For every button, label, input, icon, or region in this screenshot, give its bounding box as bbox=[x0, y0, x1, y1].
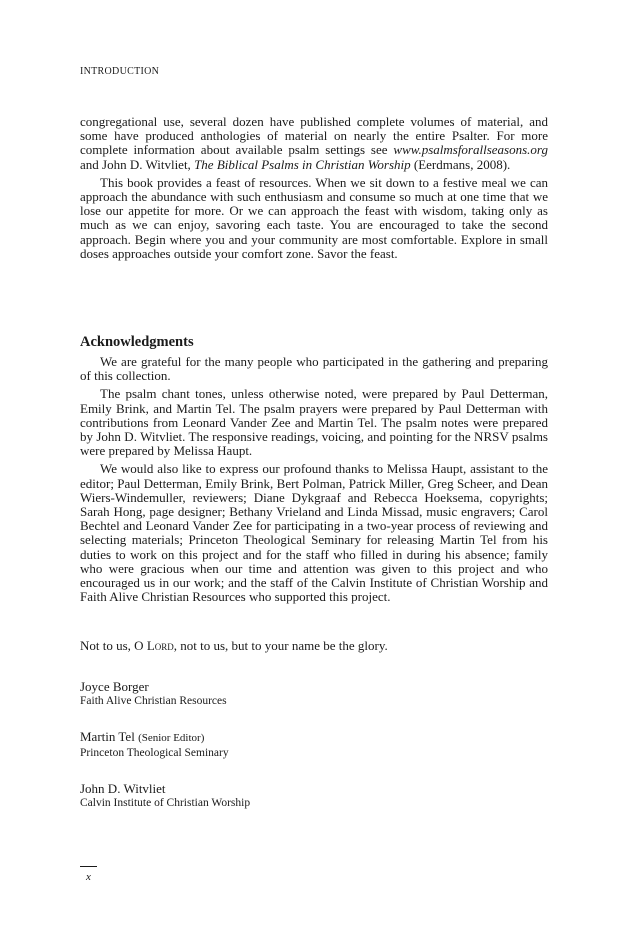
signature-name: John D. Witvliet bbox=[80, 781, 166, 796]
signature-name-text: Martin Tel bbox=[80, 729, 135, 744]
acknowledgments-section bbox=[80, 355, 548, 604]
signature-org: Princeton Theological Seminary bbox=[80, 747, 229, 759]
intro-paragraph-1 bbox=[80, 115, 548, 172]
intro-p1-text: congregational use, several dozen have published complete volumes of material, and some have produced anthologies of material on nearly the entire Psalter. For more complete information about available psalm settings see bbox=[80, 114, 548, 158]
signature-borger bbox=[80, 679, 227, 708]
footer-rule bbox=[80, 866, 97, 867]
intro-p1-end: (Eerdmans, 2008). bbox=[410, 156, 511, 172]
motto-lord: Lord bbox=[146, 638, 174, 653]
dedication-line bbox=[80, 638, 388, 654]
signature-org: Calvin Institute of Christian Worship bbox=[80, 797, 251, 809]
signature-name: Joyce Borger bbox=[80, 679, 149, 694]
signature-name bbox=[80, 729, 229, 746]
signature-role: (Senior Editor) bbox=[138, 732, 205, 744]
signature-witvliet bbox=[80, 781, 250, 810]
introduction-section bbox=[80, 115, 548, 261]
intro-p1-mid: and John D. Witvliet, bbox=[80, 156, 195, 172]
motto-after: , not to us, but to your name be the glory. bbox=[173, 638, 388, 653]
page-number: x bbox=[86, 871, 91, 883]
book-title: The Biblical Psalms in Christian Worship bbox=[194, 156, 411, 172]
ack-paragraph-2: The psalm chant tones, unless otherwise noted, were prepared by Paul Detterman, Emily Brink, and Martin Tel. The psalm prayers were prepared by Paul Detterman with contributions from Leonard Vander Zee and Martin Tel. The psalm notes were prepared by John D. Witvliet. The responsive readings, voicing, and pointing for the NRSV psalms were prepared by Melissa Haupt. bbox=[80, 386, 548, 459]
ack-paragraph-3: We would also like to express our profound thanks to Melissa Haupt, assistant to the editor; Paul Detterman, Emily Brink, Bert Polman, Patrick Miller, Greg Scheer, and Dean Wiers-Windemuller, reviewers; Diane Dykgraaf and Rebecca Hoeksema, copyrights; Sarah Hong, page designer; Bethany Vrieland and Linda Missad, music engravers; Carol Bechtel and Leonard Vander Zee for participating in a two-year process of reviewing and selecting materials; Princeton Theological Seminary for releasing Martin Tel from his duties to work on this project and for the staff who filled in during his absence; family who were gracious when our time and attention was given to this project and who encouraged us in our work; and the staff of the Calvin Institute of Christian Worship and Faith Alive Christian Resources who supported this project. bbox=[80, 461, 548, 605]
website-url: www.psalmsforallseasons.org bbox=[393, 142, 548, 158]
intro-paragraph-2: This book provides a feast of resources. When we sit down to a festive meal we can approach the abundance with such enthusiasm and consume so much at one time that we lose our appetite for more. Or we can approach the feast with wisdom, taking only as much as we can enjoy, savoring each taste. You are encouraged to take the second approach. Begin where you and your community are most comfortable. Explore in small doses approaches outside your comfort zone. Savor the feast. bbox=[80, 174, 548, 261]
running-head: INTRODUCTION bbox=[80, 66, 160, 77]
signature-tel bbox=[80, 729, 229, 760]
ack-paragraph-1: We are grateful for the many people who participated in the gathering and preparing of this collection. bbox=[80, 354, 548, 384]
acknowledgments-heading: Acknowledgments bbox=[80, 334, 194, 350]
motto-before: Not to us, O bbox=[80, 638, 147, 653]
signature-org: Faith Alive Christian Resources bbox=[80, 695, 227, 707]
